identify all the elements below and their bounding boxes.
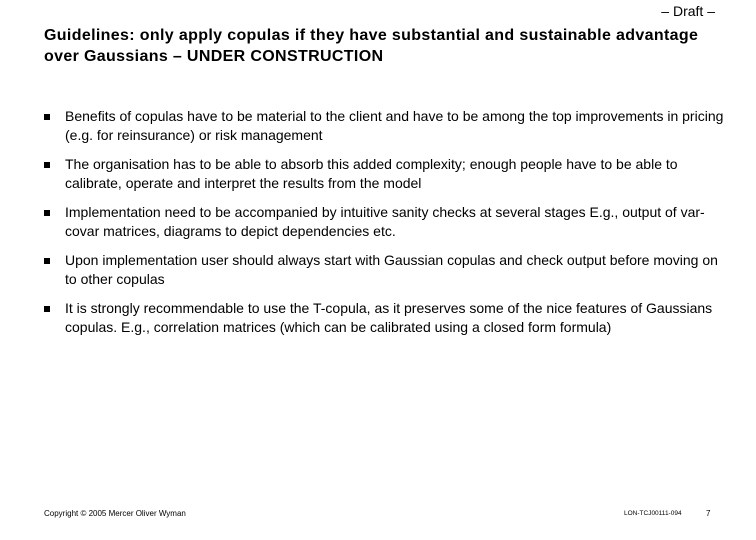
bullet-text: Benefits of copulas have to be material to the client and have to be among the top improvements in pricing (e.g. for reinsurance) or risk management <box>65 108 724 143</box>
bullet-list <box>44 107 724 347</box>
bullet-item <box>44 203 724 241</box>
bullet-square-icon <box>44 210 50 216</box>
bullet-item <box>44 299 724 337</box>
slide-title: Guidelines: only apply copulas if they have substantial and sustainable advantage over Gaussians – UNDER CONSTRUCTION <box>44 27 699 65</box>
bullet-item <box>44 155 724 193</box>
bullet-item <box>44 107 724 145</box>
bullet-square-icon <box>44 114 50 120</box>
bullet-square-icon <box>44 162 50 168</box>
bullet-text: It is strongly recommendable to use the T-copula, as it preserves some of the nice features of Gaussians copulas. E.g., correlation matrices (which can be calibrated using a closed form formula) <box>65 300 713 335</box>
bullet-square-icon <box>44 258 50 264</box>
bullet-item <box>44 251 724 289</box>
page-number: 7 <box>706 509 711 518</box>
bullet-text: Upon implementation user should always start with Gaussian copulas and check output before moving on to other copulas <box>65 252 718 287</box>
bullet-text: The organisation has to be able to absorb this added complexity; enough people have to be able to calibrate, operate and interpret the results from the model <box>65 156 678 191</box>
footer-copyright: Copyright © 2005 Mercer Oliver Wyman <box>44 509 186 518</box>
bullet-text: Implementation need to be accompanied by intuitive sanity checks at several stages E.g., output of var-covar matrices, diagrams to depict dependencies etc. <box>65 204 705 239</box>
bullet-square-icon <box>44 306 50 312</box>
footer-document-code: LON-TCJ00111-094 <box>624 510 682 517</box>
draft-label: – Draft – <box>661 3 715 19</box>
